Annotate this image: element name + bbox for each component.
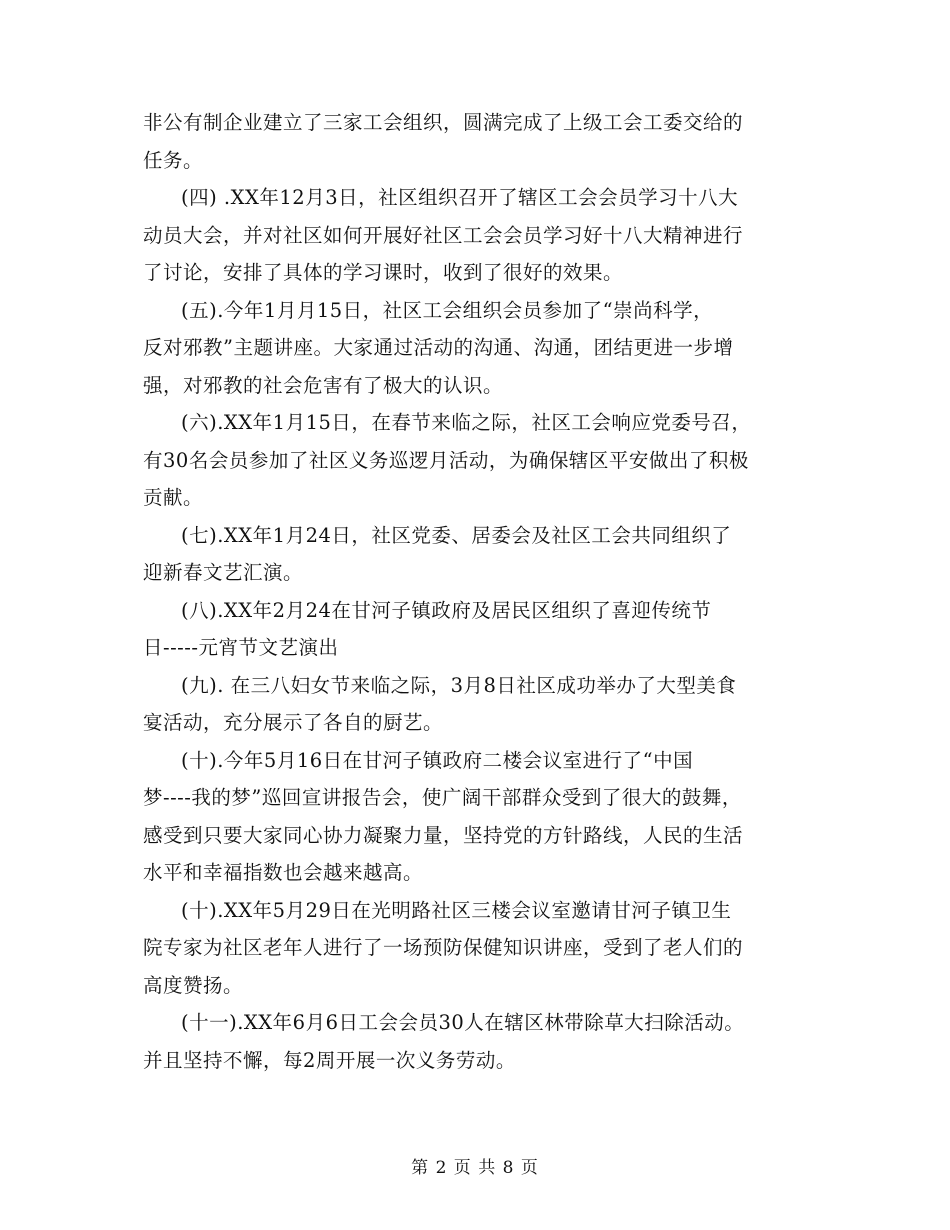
paragraph [143, 104, 811, 179]
text-line: 强，对邪教的社会危害有了极大的认识。 [143, 373, 504, 397]
paragraph [143, 892, 811, 1005]
text-line: 感受到只要大家同心协力凝聚力量，坚持党的方针路线，人民的生活 [143, 823, 744, 847]
document-body [143, 104, 811, 1079]
paragraph [143, 404, 811, 517]
text-line: (六).XX年1月15日，在春节来临之际，社区工会响应党委号召， [181, 411, 752, 434]
text-line: (九). 在三八妇女节来临之际，3月8日社区成功举办了大型美食 [181, 673, 737, 697]
text-line: 有30名会员参加了社区义务巡逻月活动，为确保辖区平安做出了积极 [143, 448, 749, 472]
paragraph [143, 1004, 811, 1079]
text-line: 日-----元宵节文艺演出 [143, 636, 339, 659]
text-line: 水平和幸福指数也会越来越高。 [143, 861, 424, 884]
text-line: 宴活动，充分展示了各自的厨艺。 [143, 711, 444, 734]
text-line: 高度赞扬。 [143, 973, 244, 997]
paragraph [143, 742, 811, 892]
text-line: (五).今年1月月15日，社区工会组织会员参加了“崇尚科学， [181, 298, 714, 322]
text-line: (十).XX年5月29日在光明路社区三楼会议室邀请甘河子镇卫生 [181, 898, 732, 922]
text-line: (十).今年5月16日在甘河子镇政府二楼会议室进行了“中国 [181, 748, 694, 772]
text-line: 动员大会，并对社区如何开展好社区工会会员学习好十八大精神进行 [143, 223, 744, 247]
text-line: 迎新春文艺汇演。 [143, 561, 304, 584]
text-line: (八).XX年2月24在甘河子镇政府及居民区组织了喜迎传统节 [181, 598, 712, 622]
paragraph [143, 667, 811, 742]
text-line: (四) .XX年12月3日，社区组织召开了辖区工会会员学习十八大 [181, 186, 739, 209]
text-line: 贡献。 [143, 486, 204, 509]
paragraph [143, 292, 811, 405]
text-line: 院专家为社区老年人进行了一场预防保健知识讲座，受到了老人们的 [143, 936, 744, 959]
text-line: 非公有制企业建立了三家工会组织，圆满完成了上级工会工委交给的 [143, 111, 744, 134]
paragraph [143, 179, 811, 292]
paragraph [143, 592, 811, 667]
paragraph [143, 517, 811, 592]
page-number-footer: 第 2 页 共 8 页 [411, 1158, 539, 1178]
text-line: (七).XX年1月24日，社区党委、居委会及社区工会共同组织了 [181, 523, 732, 547]
text-line: 了讨论，安排了具体的学习课时，收到了很好的效果。 [143, 261, 624, 284]
text-line: 任务。 [143, 148, 204, 172]
text-line: 并且坚持不懈，每2周开展一次义务劳动。 [143, 1048, 516, 1072]
text-line: 梦----我的梦”巡回宣讲报告会，使广阔干部群众受到了很大的鼓舞， [143, 786, 742, 809]
text-line: 反对邪教”主题讲座。大家通过活动的沟通、沟通，团结更进一步增 [143, 336, 734, 359]
text-line: (十一).XX年6月6日工会会员30人在辖区林带除草大扫除活动。 [181, 1011, 745, 1034]
